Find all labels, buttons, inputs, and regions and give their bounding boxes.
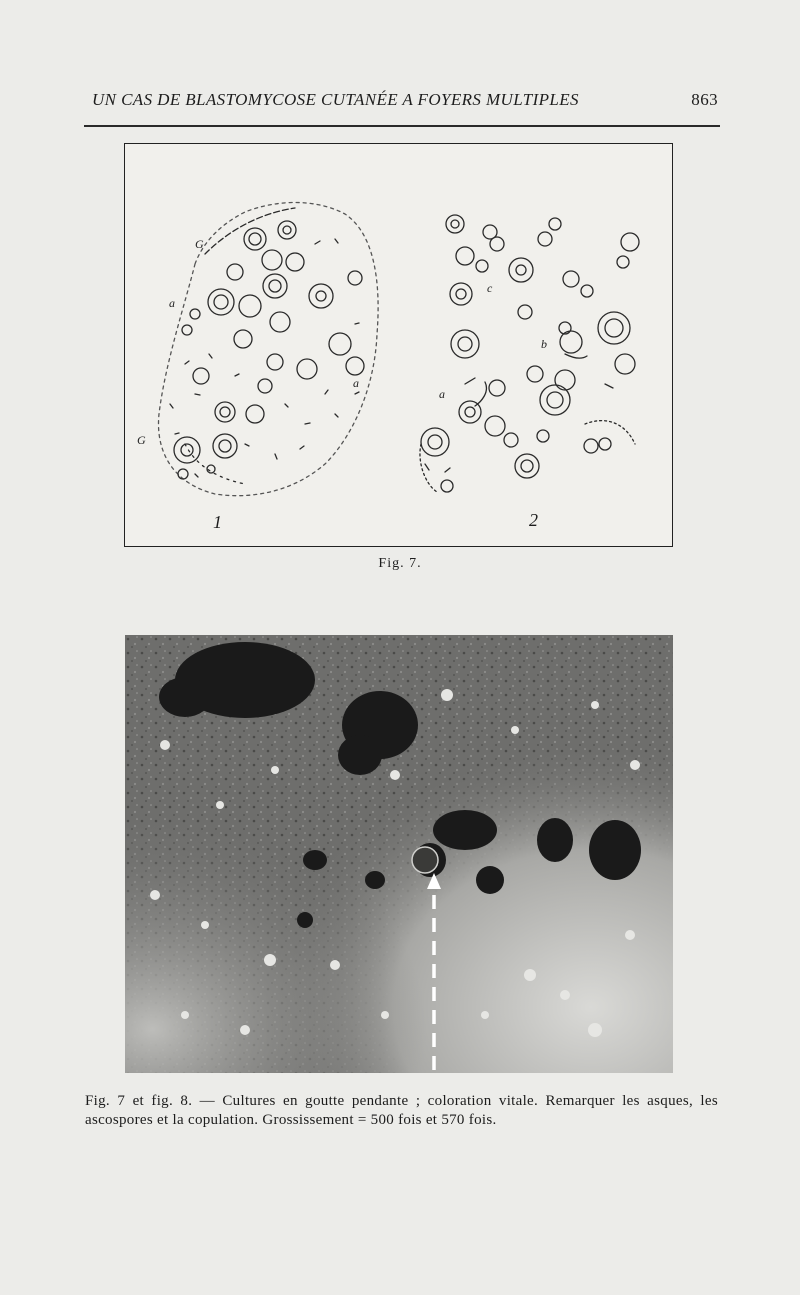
page-number: 863 [691, 90, 718, 109]
figure-7-illustration [125, 144, 671, 545]
panel-2-label: 2 [529, 510, 538, 530]
svg-text:G: G [195, 237, 204, 251]
svg-text:a: a [353, 376, 359, 390]
svg-text:G: G [137, 433, 146, 447]
figure-8-photo [125, 635, 673, 1073]
svg-text:c: c [487, 281, 493, 295]
figure-8-photomicrograph [125, 635, 673, 1073]
svg-text:a: a [169, 296, 175, 310]
svg-text:a: a [439, 387, 445, 401]
svg-text:b: b [541, 337, 547, 351]
running-title: UN CAS DE BLASTOMYCOSE CUTANÉE A FOYERS MULTIPLES [92, 90, 579, 109]
figure-7-drawing [124, 143, 673, 547]
header-rule [84, 125, 720, 127]
figure-8-caption: Fig. 7 et fig. 8. — Cultures en goutte pendante ; coloration vitale. Remarquer les asques, les ascospores et la copulation. Grossissement = 500 fois et 570 fois. [85, 1093, 718, 1128]
running-header [84, 88, 720, 116]
panel-1-label: 1 [213, 512, 222, 532]
figure-7-caption: Fig. 7. [378, 556, 422, 571]
